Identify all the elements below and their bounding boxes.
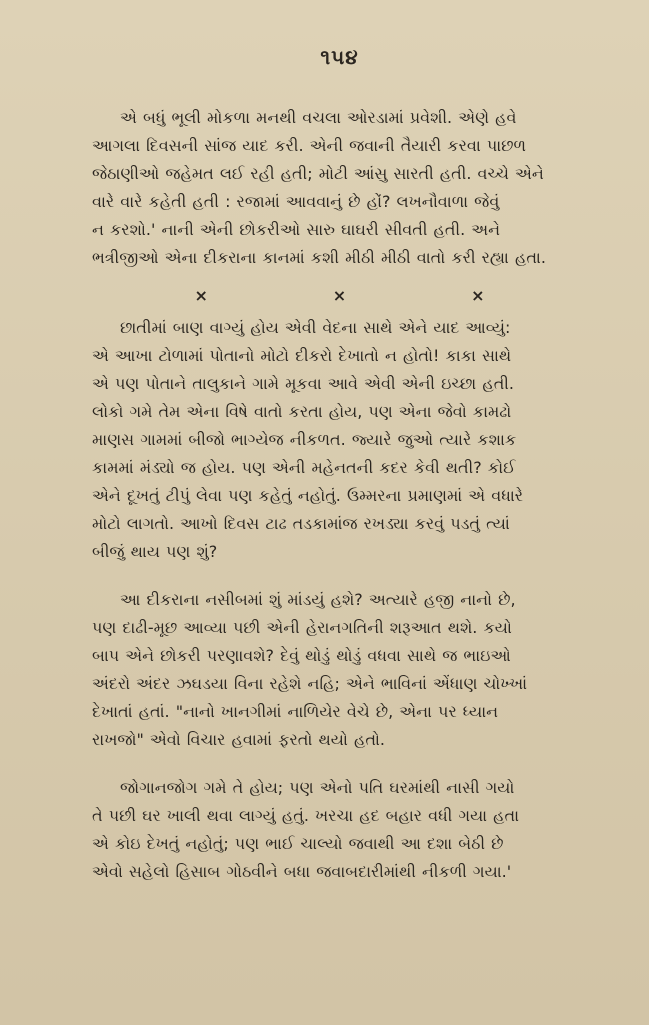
text-line: વારે વારે કહેતી હતી : રજામાં આવવાનું છે હોં? લખનૌવાળા જેવું xyxy=(92,192,500,211)
text-line: જોગાનજોગ ગમે તે હોય; પણ એનો પતિ ઘરમાંથી નાસી ગયો xyxy=(120,778,515,797)
separator-mark: × xyxy=(332,286,347,305)
text-line: એને દૂખતું ટીપું લેવા પણ કહેતું નહોતું. ઉમ્મરના પ્રમાણમાં એ વધારે xyxy=(92,486,524,505)
text-line: મોટો લાગતો. આખો દિવસ ટાઢ તડકામાંજ રખડ્યા કરવું પડતું ત્યાં xyxy=(92,514,510,533)
separator-mark: × xyxy=(471,286,485,305)
text-line: માણસ ગામમાં બીજો ભાગ્યેજ નીકળત. જ્યારે જુઓ ત્યારે કશાક xyxy=(92,430,517,449)
text-line: એ બધું ભૂલી મોકળા મનથી વચલા ઓરડામાં પ્રવેશી. એણે હવે xyxy=(120,108,517,127)
text-line: આગલા દિવસની સાંજ યાદ કરી. એની જવાની તૈયારી કરવા પાછળ xyxy=(92,136,527,155)
text-line: છાતીમાં બાણ વાગ્યું હોય એવી વેદના સાથે એને યાદ આવ્યું: xyxy=(120,318,511,337)
paragraph-2 xyxy=(92,314,587,566)
text-line: અંદરો અંદર ઝઘડયા વિના રહેશે નહિ; એને ભાવિનાં એંધાણ ચોખ્ખાં xyxy=(92,674,528,693)
section-separator xyxy=(92,284,587,308)
text-line: રાખજો" એવો વિચાર હવામાં ફરતો થયો હતો. xyxy=(92,730,386,749)
text-line: ન કરશો.' નાની એની છોકરીઓ સારુ ઘાઘરી સીવતી હતી. અને xyxy=(92,220,501,239)
text-line: તે પછી ઘર ખાલી થવા લાગ્યું હતું. ખરચા હદ બહાર વધી ગયા હતા xyxy=(92,806,520,825)
text-line: જેઠાણીઓ જહેમત લઈ રહી હતી; મોટી આંસુ સારતી હતી. વચ્ચે એને xyxy=(92,164,544,183)
separator-mark: × xyxy=(194,286,208,305)
page-number: ૧૫૪ xyxy=(320,45,359,69)
paragraph-3 xyxy=(92,586,587,754)
text-line: એ કોઇ દેખતું નહોતું; પણ ભાઈ ચાલ્યો જવાથી આ દશા બેઠી છે xyxy=(92,834,504,853)
text-line: કામમાં મંડ્યો જ હોય. પણ એની મહેનતની કદર કેવી થતી? કોઈ xyxy=(92,458,516,477)
text-line: ભત્રીજીઓ એના દીકરાના કાનમાં કશી મીઠી મીઠી વાતો કરી રહ્યા હતા. xyxy=(92,248,546,267)
text-line: આ દીકરાના નસીબમાં શું માંડયું હશે? અત્યારે હજી નાનો છે, xyxy=(120,590,516,609)
text-line: એવો સહેલો હિસાબ ગોઠવીને બધા જવાબદારીમાંથી નીકળી ગયા.' xyxy=(92,862,512,881)
text-line: બીજું થાય પણ શું? xyxy=(92,542,218,561)
text-line: દેખાતાં હતાં. "નાનો ખાનગીમાં નાળિયેર વેચે છે, એના પર ધ્યાન xyxy=(92,702,499,721)
text-line: પણ દાઢી-મૂછ આવ્યા પછી એની હેરાનગતિની શરૂઆત થશે. કયો xyxy=(92,618,512,637)
text-line: લોકો ગમે તેમ એના વિષે વાતો કરતા હોય, પણ એના જેવો કામઢો xyxy=(92,402,512,421)
text-line: એ પણ પોતાને તાલુકાને ગામે મૂકવા આવે એવી એની ઇચ્છા હતી. xyxy=(92,374,514,393)
text-line: એ આખા ટોળામાં પોતાનો મોટો દીકરો દેખાતો ન હોતો! કાકા સાથે xyxy=(92,346,512,365)
paragraph-1 xyxy=(92,104,587,272)
text-line: બાપ એને છોકરી પરણાવશે? દેવું થોડું થોડું વધવા સાથે જ ભાઇઓ xyxy=(92,646,511,665)
paragraph-4 xyxy=(92,774,587,886)
